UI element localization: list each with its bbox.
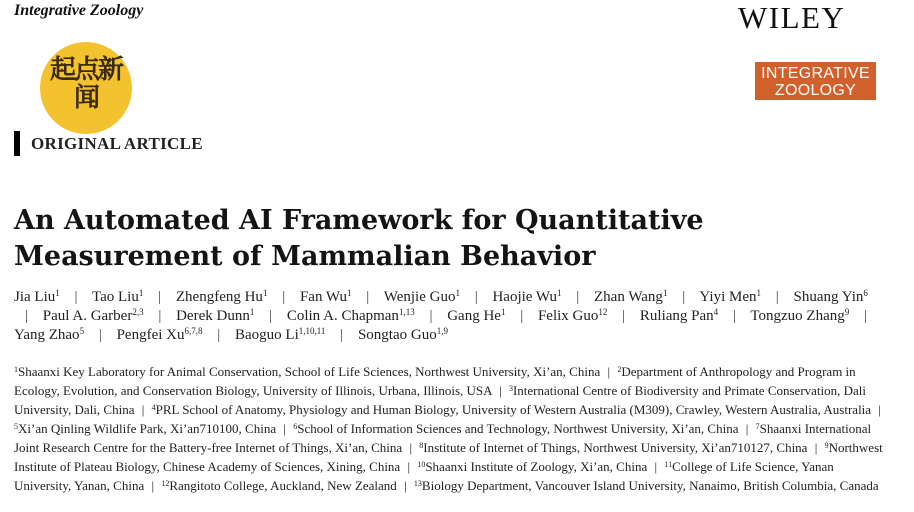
author-separator: | bbox=[282, 289, 286, 305]
author-name: Fan Wu bbox=[299, 289, 347, 305]
affiliation bbox=[417, 459, 647, 474]
affiliation-separator: | bbox=[283, 421, 286, 436]
watermark-logo bbox=[40, 42, 132, 134]
journal-name: Integrative Zoology bbox=[14, 2, 144, 19]
author[interactable] bbox=[492, 289, 561, 305]
author[interactable] bbox=[176, 289, 268, 305]
affiliation-separator: | bbox=[654, 459, 658, 474]
author-affiliation-ref: 2,3 bbox=[132, 307, 144, 317]
journal-badge-line-1: INTEGRATIVE bbox=[761, 65, 870, 82]
affiliation-text: Shaanxi Institute of Zoology, Xi’an, China bbox=[425, 459, 648, 474]
author-separator: | bbox=[520, 308, 524, 324]
author[interactable] bbox=[14, 327, 84, 343]
affiliation-separator: | bbox=[409, 440, 413, 455]
affiliation-number: 1 bbox=[14, 365, 18, 374]
author[interactable] bbox=[43, 308, 144, 324]
author[interactable] bbox=[92, 289, 143, 305]
author-name: Baoguo Li bbox=[235, 327, 299, 343]
author-name: Zhan Wang bbox=[594, 289, 663, 305]
author[interactable] bbox=[300, 289, 352, 305]
title-line-1: An Automated AI Framework for Quantitative bbox=[14, 205, 704, 236]
affiliation-number: 13 bbox=[413, 479, 422, 488]
author-affiliation-ref: 1,10,11 bbox=[298, 326, 326, 336]
author-name: Ruliang Pan bbox=[639, 308, 714, 324]
author[interactable] bbox=[750, 308, 849, 324]
author-affiliation-ref: 1 bbox=[662, 288, 668, 298]
author[interactable] bbox=[447, 308, 505, 324]
affiliation-number: 3 bbox=[508, 384, 513, 393]
affiliation-separator: | bbox=[745, 421, 749, 436]
author-affiliation-ref: 1 bbox=[249, 307, 255, 317]
author-affiliation-ref: 1,13 bbox=[398, 307, 415, 317]
author-separator: | bbox=[863, 308, 867, 324]
author-affiliation-ref: 1,9 bbox=[436, 326, 448, 336]
author-separator: | bbox=[269, 308, 273, 324]
author-affiliation-ref: 1 bbox=[138, 288, 144, 298]
affiliation-separator: | bbox=[878, 402, 881, 417]
author-affiliation-ref: 1 bbox=[500, 307, 506, 317]
author-separator: | bbox=[576, 289, 580, 305]
author-affiliation-ref: 6 bbox=[863, 288, 868, 298]
affiliation-separator: | bbox=[607, 364, 611, 379]
author-separator: | bbox=[775, 289, 779, 305]
author-separator: | bbox=[682, 289, 686, 305]
author[interactable] bbox=[794, 289, 868, 305]
watermark-logo-text: 起点新闻 bbox=[49, 55, 122, 113]
affiliation-text: Biology Department, Vancouver Island University, Nanaimo, British Columbia, Canada bbox=[421, 478, 879, 493]
author-name: Wenjie Guo bbox=[383, 289, 456, 305]
affiliation-text: College of Life Science, Yanan University, Yanan, China bbox=[14, 459, 834, 493]
author-separator: | bbox=[732, 308, 736, 324]
author[interactable] bbox=[538, 308, 607, 324]
affiliation-separator: | bbox=[151, 478, 155, 493]
author[interactable] bbox=[176, 308, 254, 324]
affiliation bbox=[14, 364, 600, 379]
author[interactable] bbox=[287, 308, 415, 324]
affiliation-number: 5 bbox=[14, 422, 18, 431]
author-separator: | bbox=[158, 289, 162, 305]
affiliation-number: 7 bbox=[755, 422, 760, 431]
author-name: Gang He bbox=[447, 308, 501, 324]
affiliation-number: 4 bbox=[151, 403, 156, 412]
author[interactable] bbox=[117, 327, 203, 343]
affiliation-number: 2 bbox=[617, 365, 622, 374]
author[interactable] bbox=[384, 289, 460, 305]
author-name: Felix Guo bbox=[537, 308, 599, 324]
author-name: Jia Liu bbox=[14, 289, 56, 305]
author-affiliation-ref: 9 bbox=[844, 307, 850, 317]
affiliation bbox=[414, 478, 879, 493]
affiliation-number: 11 bbox=[664, 460, 673, 469]
affiliation-text: Northwest Institute of Plateau Biology, Chinese Academy of Sciences, Xining, China bbox=[14, 440, 883, 474]
author-name: Songtao Guo bbox=[357, 327, 437, 343]
journal-badge-line-2: ZOOLOGY bbox=[774, 82, 857, 99]
author[interactable] bbox=[594, 289, 667, 305]
author-separator: | bbox=[158, 308, 162, 324]
author-separator: | bbox=[340, 327, 344, 343]
author[interactable] bbox=[14, 289, 60, 305]
author-affiliation-ref: 4 bbox=[713, 307, 719, 317]
author-name: Yiyi Men bbox=[699, 289, 757, 305]
author-affiliation-ref: 1 bbox=[557, 288, 562, 298]
affiliation-text: Shaanxi Key Laboratory for Animal Conservation, School of Life Sciences, Northwest University, Xi’an, China bbox=[18, 364, 601, 379]
article-type-marker bbox=[14, 131, 20, 156]
article-type: ORIGINAL ARTICLE bbox=[31, 134, 203, 153]
affiliation-number: 12 bbox=[161, 479, 170, 488]
affiliation bbox=[293, 421, 738, 436]
author-affiliation-ref: 1 bbox=[756, 288, 761, 298]
affiliation-text: Rangitoto College, Auckland, New Zealand bbox=[169, 478, 397, 493]
author-name: Colin A. Chapman bbox=[286, 308, 399, 324]
affiliation bbox=[161, 478, 396, 493]
affiliation-number: 9 bbox=[824, 441, 829, 450]
article-title bbox=[14, 203, 894, 275]
affiliation bbox=[152, 402, 871, 417]
author-affiliation-ref: 1 bbox=[455, 288, 460, 298]
affiliation-list bbox=[14, 362, 894, 495]
author[interactable] bbox=[358, 327, 448, 343]
author-affiliation-ref: 1 bbox=[262, 288, 268, 298]
author-separator: | bbox=[366, 289, 370, 305]
affiliation-text: Department of Anthropology and Program in Ecology, Evolution, and Conservation Biology, University of Illinois, Urbana, Illinois, USA bbox=[14, 364, 856, 398]
author[interactable] bbox=[235, 327, 325, 343]
author-affiliation-ref: 12 bbox=[598, 307, 608, 317]
author-separator: | bbox=[474, 289, 478, 305]
affiliation-number: 8 bbox=[419, 441, 424, 450]
author-name: Tao Liu bbox=[92, 289, 139, 305]
title-line-2: Measurement of Mammalian Behavior bbox=[14, 241, 596, 272]
author-separator: | bbox=[74, 289, 78, 305]
affiliation-separator: | bbox=[814, 440, 818, 455]
affiliation-text: School of Information Sciences and Technology, Northwest University, Xi’an, China bbox=[297, 421, 739, 436]
author-affiliation-ref: 5 bbox=[79, 326, 85, 336]
author-affiliation-ref: 1 bbox=[55, 288, 60, 298]
publisher-logo: WILEY bbox=[738, 0, 846, 35]
affiliation-text: PRL School of Anatomy, Physiology and Human Biology, University of Western Australia (M309), Crawley, Western Australia, Australia bbox=[155, 402, 872, 417]
author-separator: | bbox=[98, 327, 102, 343]
affiliation-text: Institute of Internet of Things, Northwest University, Xi’an710127, China bbox=[423, 440, 808, 455]
affiliation-separator: | bbox=[499, 383, 502, 398]
author-list bbox=[14, 288, 894, 345]
affiliation-text: Xi’an Qinling Wildlife Park, Xi’an710100, China bbox=[18, 421, 277, 436]
author-name: Zhengfeng Hu bbox=[175, 289, 263, 305]
journal-badge bbox=[755, 62, 876, 100]
affiliation-text: Shaanxi International Joint Research Centre for the Battery-free Internet of Things, Xi’an, China bbox=[14, 421, 872, 455]
author-separator: | bbox=[217, 327, 221, 343]
author-separator: | bbox=[622, 308, 626, 324]
author-name: Paul A. Garber bbox=[42, 308, 133, 324]
author-name: Haojie Wu bbox=[492, 289, 557, 305]
affiliation-separator: | bbox=[404, 478, 407, 493]
author-name: Shuang Yin bbox=[793, 289, 864, 305]
author-affiliation-ref: 6,7,8 bbox=[184, 326, 203, 336]
author-name: Yang Zhao bbox=[14, 327, 80, 343]
author-affiliation-ref: 1 bbox=[347, 288, 352, 298]
affiliation-text: International Centre of Biodiversity and Primate Conservation, Dali University, Dali, China bbox=[14, 383, 867, 417]
affiliation bbox=[14, 421, 276, 436]
author[interactable] bbox=[640, 308, 718, 324]
affiliation-separator: | bbox=[407, 459, 411, 474]
affiliation-number: 10 bbox=[417, 460, 426, 469]
author-name: Tongzuo Zhang bbox=[750, 308, 845, 324]
author-name: Pengfei Xu bbox=[116, 327, 185, 343]
affiliation-separator: | bbox=[141, 402, 145, 417]
author[interactable] bbox=[699, 289, 761, 305]
affiliation-number: 6 bbox=[293, 422, 298, 431]
author-separator: | bbox=[429, 308, 433, 324]
affiliation bbox=[419, 440, 807, 455]
author-name: Derek Dunn bbox=[176, 308, 250, 324]
author-separator: | bbox=[25, 308, 29, 324]
